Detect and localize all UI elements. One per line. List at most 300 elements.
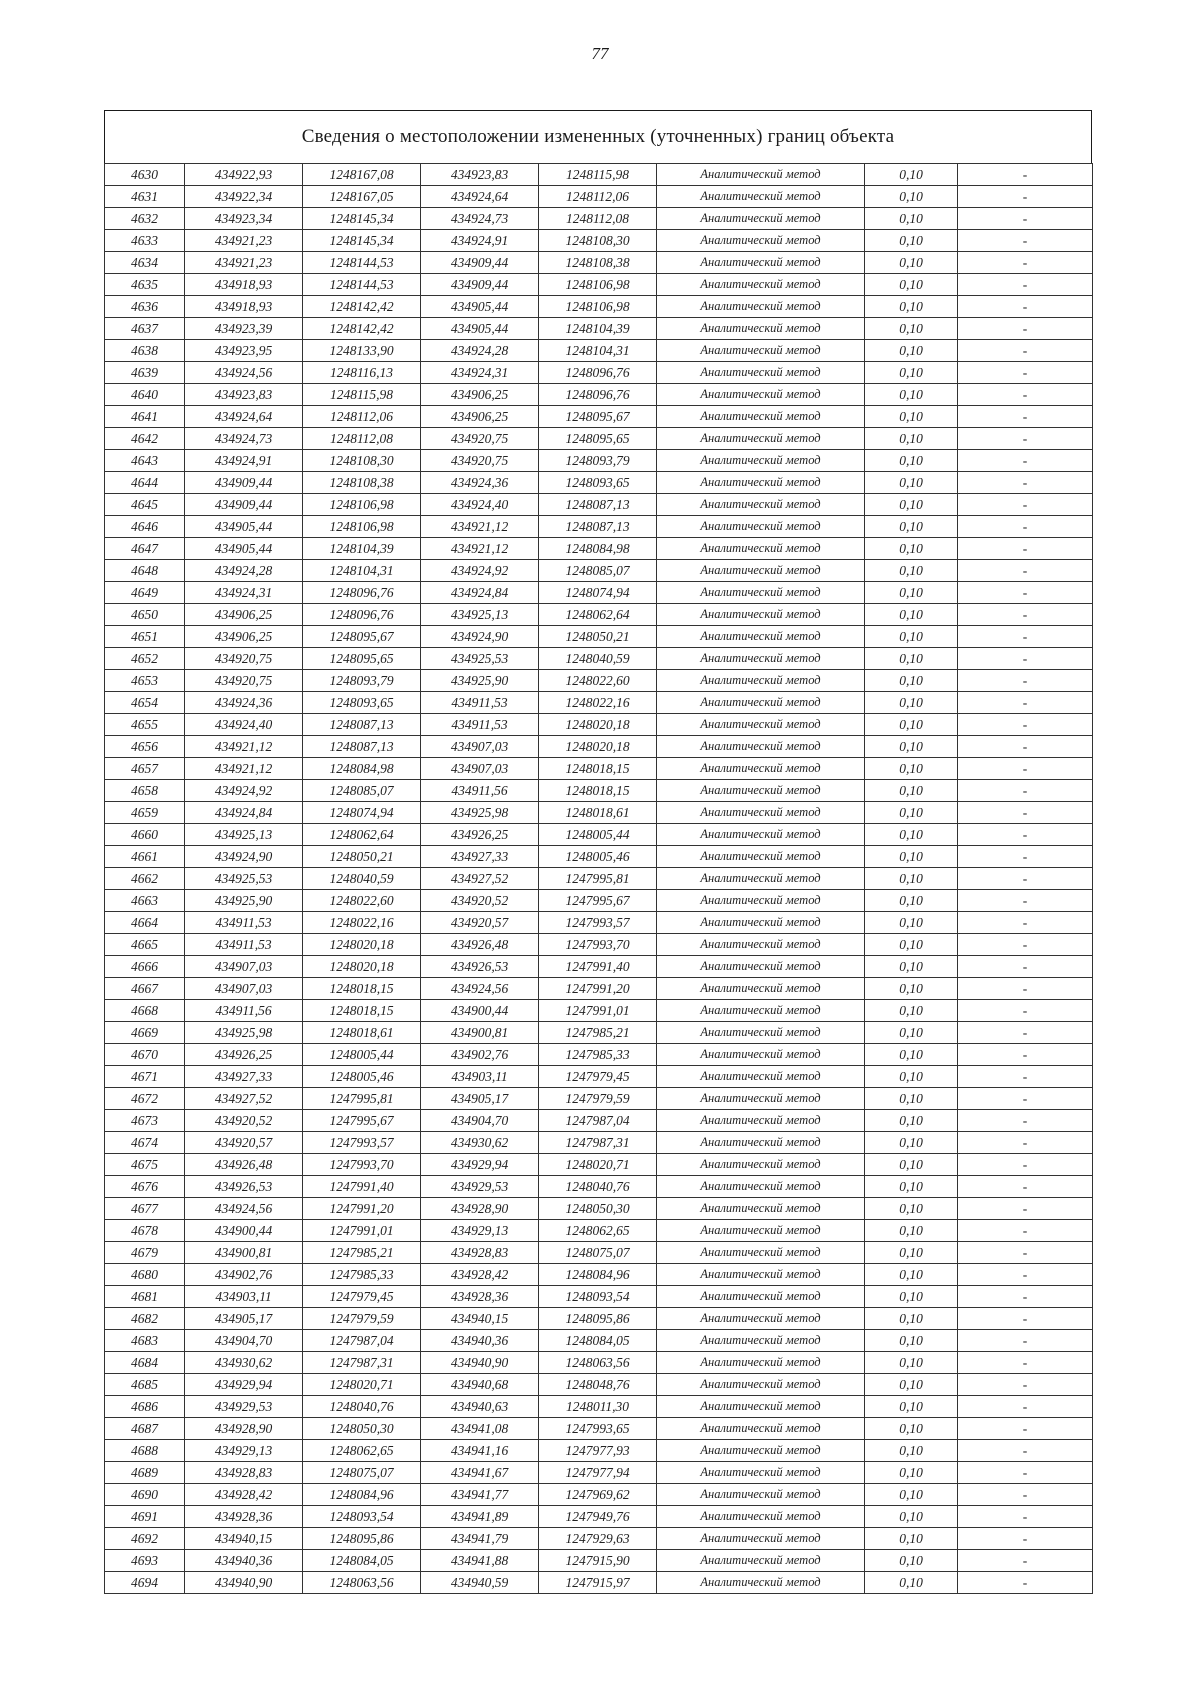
y-end-cell: 1248112,06 xyxy=(539,186,657,208)
y-end-cell: 1248050,21 xyxy=(539,626,657,648)
y-start-cell: 1247979,45 xyxy=(303,1286,421,1308)
y-start-cell: 1248112,08 xyxy=(303,428,421,450)
point-number-cell: 4637 xyxy=(105,318,185,340)
method-cell: Аналитический метод xyxy=(657,1462,865,1484)
x-start-cell: 434924,64 xyxy=(185,406,303,428)
note-cell: - xyxy=(958,1440,1093,1462)
method-cell: Аналитический метод xyxy=(657,780,865,802)
point-number-cell: 4663 xyxy=(105,890,185,912)
table-row xyxy=(105,516,1093,538)
x-start-cell: 434929,53 xyxy=(185,1396,303,1418)
note-cell: - xyxy=(958,1286,1093,1308)
point-number-cell: 4690 xyxy=(105,1484,185,1506)
x-start-cell: 434924,36 xyxy=(185,692,303,714)
accuracy-cell: 0,10 xyxy=(865,1484,958,1506)
x-start-cell: 434920,75 xyxy=(185,648,303,670)
x-start-cell: 434940,90 xyxy=(185,1572,303,1594)
note-cell: - xyxy=(958,1022,1093,1044)
x-end-cell: 434905,17 xyxy=(421,1088,539,1110)
method-cell: Аналитический метод xyxy=(657,1418,865,1440)
table-row xyxy=(105,1286,1093,1308)
table-row xyxy=(105,1440,1093,1462)
accuracy-cell: 0,10 xyxy=(865,340,958,362)
accuracy-cell: 0,10 xyxy=(865,956,958,978)
accuracy-cell: 0,10 xyxy=(865,1308,958,1330)
accuracy-cell: 0,10 xyxy=(865,1418,958,1440)
accuracy-cell: 0,10 xyxy=(865,648,958,670)
x-start-cell: 434923,83 xyxy=(185,384,303,406)
table-row xyxy=(105,1528,1093,1550)
method-cell: Аналитический метод xyxy=(657,384,865,406)
note-cell: - xyxy=(958,494,1093,516)
y-start-cell: 1248093,79 xyxy=(303,670,421,692)
x-end-cell: 434925,98 xyxy=(421,802,539,824)
method-cell: Аналитический метод xyxy=(657,1000,865,1022)
point-number-cell: 4652 xyxy=(105,648,185,670)
y-start-cell: 1248050,30 xyxy=(303,1418,421,1440)
x-start-cell: 434911,53 xyxy=(185,912,303,934)
method-cell: Аналитический метод xyxy=(657,1044,865,1066)
table-row xyxy=(105,230,1093,252)
x-start-cell: 434928,83 xyxy=(185,1462,303,1484)
note-cell: - xyxy=(958,340,1093,362)
accuracy-cell: 0,10 xyxy=(865,934,958,956)
accuracy-cell: 0,10 xyxy=(865,296,958,318)
method-cell: Аналитический метод xyxy=(657,230,865,252)
y-end-cell: 1248050,30 xyxy=(539,1198,657,1220)
point-number-cell: 4671 xyxy=(105,1066,185,1088)
y-end-cell: 1247993,65 xyxy=(539,1418,657,1440)
y-end-cell: 1248112,08 xyxy=(539,208,657,230)
x-end-cell: 434928,36 xyxy=(421,1286,539,1308)
y-end-cell: 1248022,60 xyxy=(539,670,657,692)
point-number-cell: 4648 xyxy=(105,560,185,582)
method-cell: Аналитический метод xyxy=(657,318,865,340)
x-start-cell: 434929,94 xyxy=(185,1374,303,1396)
point-number-cell: 4666 xyxy=(105,956,185,978)
y-start-cell: 1248167,08 xyxy=(303,164,421,186)
y-start-cell: 1248018,15 xyxy=(303,978,421,1000)
x-end-cell: 434902,76 xyxy=(421,1044,539,1066)
point-number-cell: 4685 xyxy=(105,1374,185,1396)
note-cell: - xyxy=(958,626,1093,648)
point-number-cell: 4679 xyxy=(105,1242,185,1264)
method-cell: Аналитический метод xyxy=(657,1242,865,1264)
x-start-cell: 434924,56 xyxy=(185,362,303,384)
table-row xyxy=(105,824,1093,846)
x-start-cell: 434906,25 xyxy=(185,626,303,648)
y-start-cell: 1247991,40 xyxy=(303,1176,421,1198)
x-end-cell: 434900,81 xyxy=(421,1022,539,1044)
x-end-cell: 434909,44 xyxy=(421,274,539,296)
method-cell: Аналитический метод xyxy=(657,1066,865,1088)
y-start-cell: 1248142,42 xyxy=(303,318,421,340)
accuracy-cell: 0,10 xyxy=(865,362,958,384)
y-start-cell: 1247987,04 xyxy=(303,1330,421,1352)
y-end-cell: 1248040,76 xyxy=(539,1176,657,1198)
point-number-cell: 4644 xyxy=(105,472,185,494)
method-cell: Аналитический метод xyxy=(657,692,865,714)
y-end-cell: 1248108,38 xyxy=(539,252,657,274)
x-start-cell: 434928,36 xyxy=(185,1506,303,1528)
y-end-cell: 1248048,76 xyxy=(539,1374,657,1396)
y-end-cell: 1247985,21 xyxy=(539,1022,657,1044)
x-end-cell: 434940,36 xyxy=(421,1330,539,1352)
table-row xyxy=(105,912,1093,934)
note-cell: - xyxy=(958,1264,1093,1286)
method-cell: Аналитический метод xyxy=(657,824,865,846)
x-start-cell: 434911,56 xyxy=(185,1000,303,1022)
table-row xyxy=(105,362,1093,384)
x-end-cell: 434925,13 xyxy=(421,604,539,626)
x-end-cell: 434927,52 xyxy=(421,868,539,890)
accuracy-cell: 0,10 xyxy=(865,692,958,714)
x-end-cell: 434941,67 xyxy=(421,1462,539,1484)
accuracy-cell: 0,10 xyxy=(865,1572,958,1594)
note-cell: - xyxy=(958,1396,1093,1418)
y-start-cell: 1248087,13 xyxy=(303,736,421,758)
method-cell: Аналитический метод xyxy=(657,472,865,494)
method-cell: Аналитический метод xyxy=(657,1396,865,1418)
table-row xyxy=(105,340,1093,362)
y-end-cell: 1248020,18 xyxy=(539,714,657,736)
point-number-cell: 4649 xyxy=(105,582,185,604)
note-cell: - xyxy=(958,934,1093,956)
point-number-cell: 4689 xyxy=(105,1462,185,1484)
y-start-cell: 1247985,21 xyxy=(303,1242,421,1264)
y-end-cell: 1247949,76 xyxy=(539,1506,657,1528)
accuracy-cell: 0,10 xyxy=(865,890,958,912)
point-number-cell: 4641 xyxy=(105,406,185,428)
note-cell: - xyxy=(958,758,1093,780)
note-cell: - xyxy=(958,560,1093,582)
accuracy-cell: 0,10 xyxy=(865,428,958,450)
note-cell: - xyxy=(958,780,1093,802)
y-end-cell: 1247987,04 xyxy=(539,1110,657,1132)
method-cell: Аналитический метод xyxy=(657,1132,865,1154)
y-start-cell: 1248096,76 xyxy=(303,582,421,604)
note-cell: - xyxy=(958,1374,1093,1396)
note-cell: - xyxy=(958,956,1093,978)
note-cell: - xyxy=(958,1308,1093,1330)
table-row xyxy=(105,714,1093,736)
y-start-cell: 1248020,18 xyxy=(303,956,421,978)
x-end-cell: 434941,77 xyxy=(421,1484,539,1506)
table-row xyxy=(105,934,1093,956)
note-cell: - xyxy=(958,1330,1093,1352)
accuracy-cell: 0,10 xyxy=(865,582,958,604)
y-start-cell: 1248133,90 xyxy=(303,340,421,362)
point-number-cell: 4654 xyxy=(105,692,185,714)
point-number-cell: 4664 xyxy=(105,912,185,934)
x-start-cell: 434928,42 xyxy=(185,1484,303,1506)
x-end-cell: 434930,62 xyxy=(421,1132,539,1154)
method-cell: Аналитический метод xyxy=(657,1308,865,1330)
accuracy-cell: 0,10 xyxy=(865,1528,958,1550)
y-end-cell: 1248063,56 xyxy=(539,1352,657,1374)
x-start-cell: 434923,95 xyxy=(185,340,303,362)
y-start-cell: 1248145,34 xyxy=(303,230,421,252)
x-end-cell: 434924,84 xyxy=(421,582,539,604)
accuracy-cell: 0,10 xyxy=(865,1022,958,1044)
x-end-cell: 434940,59 xyxy=(421,1572,539,1594)
point-number-cell: 4651 xyxy=(105,626,185,648)
method-cell: Аналитический метод xyxy=(657,802,865,824)
x-start-cell: 434907,03 xyxy=(185,956,303,978)
accuracy-cell: 0,10 xyxy=(865,1330,958,1352)
y-start-cell: 1248144,53 xyxy=(303,252,421,274)
table-row xyxy=(105,758,1093,780)
note-cell: - xyxy=(958,1242,1093,1264)
table-row xyxy=(105,1000,1093,1022)
point-number-cell: 4647 xyxy=(105,538,185,560)
method-cell: Аналитический метод xyxy=(657,934,865,956)
point-number-cell: 4646 xyxy=(105,516,185,538)
y-end-cell: 1248018,61 xyxy=(539,802,657,824)
table-row xyxy=(105,1066,1093,1088)
y-start-cell: 1248050,21 xyxy=(303,846,421,868)
point-number-cell: 4659 xyxy=(105,802,185,824)
point-number-cell: 4676 xyxy=(105,1176,185,1198)
y-start-cell: 1248106,98 xyxy=(303,516,421,538)
x-start-cell: 434922,34 xyxy=(185,186,303,208)
x-start-cell: 434924,28 xyxy=(185,560,303,582)
x-end-cell: 434924,64 xyxy=(421,186,539,208)
accuracy-cell: 0,10 xyxy=(865,1462,958,1484)
y-end-cell: 1248095,86 xyxy=(539,1308,657,1330)
x-end-cell: 434926,53 xyxy=(421,956,539,978)
table-row xyxy=(105,296,1093,318)
method-cell: Аналитический метод xyxy=(657,846,865,868)
method-cell: Аналитический метод xyxy=(657,868,865,890)
accuracy-cell: 0,10 xyxy=(865,1352,958,1374)
method-cell: Аналитический метод xyxy=(657,516,865,538)
method-cell: Аналитический метод xyxy=(657,406,865,428)
y-end-cell: 1247991,40 xyxy=(539,956,657,978)
y-start-cell: 1248062,64 xyxy=(303,824,421,846)
x-end-cell: 434926,48 xyxy=(421,934,539,956)
x-start-cell: 434924,31 xyxy=(185,582,303,604)
note-cell: - xyxy=(958,1550,1093,1572)
x-end-cell: 434924,91 xyxy=(421,230,539,252)
table-body xyxy=(105,164,1093,1594)
x-start-cell: 434927,52 xyxy=(185,1088,303,1110)
y-start-cell: 1247991,20 xyxy=(303,1198,421,1220)
point-number-cell: 4662 xyxy=(105,868,185,890)
note-cell: - xyxy=(958,296,1093,318)
y-end-cell: 1248093,54 xyxy=(539,1286,657,1308)
table-row xyxy=(105,1374,1093,1396)
accuracy-cell: 0,10 xyxy=(865,604,958,626)
y-start-cell: 1247993,57 xyxy=(303,1132,421,1154)
y-start-cell: 1248040,76 xyxy=(303,1396,421,1418)
note-cell: - xyxy=(958,406,1093,428)
table-row xyxy=(105,1198,1093,1220)
table-row xyxy=(105,538,1093,560)
x-end-cell: 434926,25 xyxy=(421,824,539,846)
y-end-cell: 1248020,18 xyxy=(539,736,657,758)
point-number-cell: 4658 xyxy=(105,780,185,802)
y-start-cell: 1248116,13 xyxy=(303,362,421,384)
x-end-cell: 434921,12 xyxy=(421,516,539,538)
x-end-cell: 434940,68 xyxy=(421,1374,539,1396)
point-number-cell: 4643 xyxy=(105,450,185,472)
x-start-cell: 434907,03 xyxy=(185,978,303,1000)
table-row xyxy=(105,252,1093,274)
y-end-cell: 1248095,65 xyxy=(539,428,657,450)
accuracy-cell: 0,10 xyxy=(865,846,958,868)
table-row xyxy=(105,1418,1093,1440)
point-number-cell: 4665 xyxy=(105,934,185,956)
x-end-cell: 434928,42 xyxy=(421,1264,539,1286)
y-end-cell: 1248040,59 xyxy=(539,648,657,670)
x-start-cell: 434922,93 xyxy=(185,164,303,186)
y-end-cell: 1248074,94 xyxy=(539,582,657,604)
x-end-cell: 434907,03 xyxy=(421,736,539,758)
x-start-cell: 434924,92 xyxy=(185,780,303,802)
accuracy-cell: 0,10 xyxy=(865,186,958,208)
table-row xyxy=(105,582,1093,604)
y-end-cell: 1247985,33 xyxy=(539,1044,657,1066)
y-end-cell: 1248018,15 xyxy=(539,758,657,780)
y-end-cell: 1248087,13 xyxy=(539,494,657,516)
point-number-cell: 4655 xyxy=(105,714,185,736)
y-start-cell: 1248022,16 xyxy=(303,912,421,934)
note-cell: - xyxy=(958,890,1093,912)
accuracy-cell: 0,10 xyxy=(865,1286,958,1308)
y-end-cell: 1247979,59 xyxy=(539,1088,657,1110)
y-start-cell: 1248005,44 xyxy=(303,1044,421,1066)
method-cell: Аналитический метод xyxy=(657,1264,865,1286)
y-start-cell: 1248040,59 xyxy=(303,868,421,890)
table-row xyxy=(105,1572,1093,1594)
x-end-cell: 434904,70 xyxy=(421,1110,539,1132)
accuracy-cell: 0,10 xyxy=(865,274,958,296)
note-cell: - xyxy=(958,604,1093,626)
method-cell: Аналитический метод xyxy=(657,1352,865,1374)
method-cell: Аналитический метод xyxy=(657,912,865,934)
point-number-cell: 4678 xyxy=(105,1220,185,1242)
accuracy-cell: 0,10 xyxy=(865,912,958,934)
x-start-cell: 434909,44 xyxy=(185,472,303,494)
accuracy-cell: 0,10 xyxy=(865,1044,958,1066)
x-end-cell: 434920,57 xyxy=(421,912,539,934)
y-start-cell: 1248093,65 xyxy=(303,692,421,714)
y-end-cell: 1247977,94 xyxy=(539,1462,657,1484)
x-start-cell: 434925,90 xyxy=(185,890,303,912)
method-cell: Аналитический метод xyxy=(657,956,865,978)
point-number-cell: 4635 xyxy=(105,274,185,296)
y-end-cell: 1248085,07 xyxy=(539,560,657,582)
x-end-cell: 434941,88 xyxy=(421,1550,539,1572)
y-end-cell: 1248095,67 xyxy=(539,406,657,428)
table-row xyxy=(105,626,1093,648)
x-start-cell: 434905,44 xyxy=(185,516,303,538)
y-start-cell: 1248075,07 xyxy=(303,1462,421,1484)
point-number-cell: 4642 xyxy=(105,428,185,450)
x-start-cell: 434920,57 xyxy=(185,1132,303,1154)
x-start-cell: 434924,73 xyxy=(185,428,303,450)
y-start-cell: 1248104,31 xyxy=(303,560,421,582)
y-end-cell: 1247995,81 xyxy=(539,868,657,890)
note-cell: - xyxy=(958,912,1093,934)
note-cell: - xyxy=(958,1154,1093,1176)
point-number-cell: 4631 xyxy=(105,186,185,208)
x-start-cell: 434926,48 xyxy=(185,1154,303,1176)
table-row xyxy=(105,208,1093,230)
x-start-cell: 434911,53 xyxy=(185,934,303,956)
accuracy-cell: 0,10 xyxy=(865,1066,958,1088)
y-end-cell: 1247991,20 xyxy=(539,978,657,1000)
table-row xyxy=(105,692,1093,714)
accuracy-cell: 0,10 xyxy=(865,1440,958,1462)
x-start-cell: 434927,33 xyxy=(185,1066,303,1088)
x-end-cell: 434924,90 xyxy=(421,626,539,648)
note-cell: - xyxy=(958,670,1093,692)
method-cell: Аналитический метод xyxy=(657,340,865,362)
point-number-cell: 4645 xyxy=(105,494,185,516)
y-start-cell: 1248020,71 xyxy=(303,1374,421,1396)
x-start-cell: 434923,39 xyxy=(185,318,303,340)
table-row xyxy=(105,1242,1093,1264)
note-cell: - xyxy=(958,1462,1093,1484)
table-row xyxy=(105,890,1093,912)
x-end-cell: 434920,75 xyxy=(421,450,539,472)
point-number-cell: 4630 xyxy=(105,164,185,186)
y-end-cell: 1247969,62 xyxy=(539,1484,657,1506)
method-cell: Аналитический метод xyxy=(657,252,865,274)
y-end-cell: 1248096,76 xyxy=(539,384,657,406)
y-start-cell: 1248115,98 xyxy=(303,384,421,406)
point-number-cell: 4634 xyxy=(105,252,185,274)
x-end-cell: 434928,83 xyxy=(421,1242,539,1264)
note-cell: - xyxy=(958,1352,1093,1374)
accuracy-cell: 0,10 xyxy=(865,560,958,582)
note-cell: - xyxy=(958,274,1093,296)
note-cell: - xyxy=(958,1066,1093,1088)
y-start-cell: 1248108,38 xyxy=(303,472,421,494)
y-end-cell: 1248075,07 xyxy=(539,1242,657,1264)
point-number-cell: 4686 xyxy=(105,1396,185,1418)
point-number-cell: 4680 xyxy=(105,1264,185,1286)
table-row xyxy=(105,406,1093,428)
x-end-cell: 434900,44 xyxy=(421,1000,539,1022)
note-cell: - xyxy=(958,1572,1093,1594)
y-end-cell: 1248096,76 xyxy=(539,362,657,384)
method-cell: Аналитический метод xyxy=(657,1528,865,1550)
table-row xyxy=(105,736,1093,758)
table-row xyxy=(105,1176,1093,1198)
y-start-cell: 1248074,94 xyxy=(303,802,421,824)
y-start-cell: 1248018,61 xyxy=(303,1022,421,1044)
point-number-cell: 4693 xyxy=(105,1550,185,1572)
y-end-cell: 1247991,01 xyxy=(539,1000,657,1022)
x-start-cell: 434925,98 xyxy=(185,1022,303,1044)
x-end-cell: 434924,40 xyxy=(421,494,539,516)
accuracy-cell: 0,10 xyxy=(865,384,958,406)
x-end-cell: 434929,94 xyxy=(421,1154,539,1176)
x-start-cell: 434918,93 xyxy=(185,296,303,318)
note-cell: - xyxy=(958,538,1093,560)
method-cell: Аналитический метод xyxy=(657,560,865,582)
y-end-cell: 1248018,15 xyxy=(539,780,657,802)
accuracy-cell: 0,10 xyxy=(865,450,958,472)
x-end-cell: 434903,11 xyxy=(421,1066,539,1088)
y-end-cell: 1247993,57 xyxy=(539,912,657,934)
accuracy-cell: 0,10 xyxy=(865,978,958,1000)
method-cell: Аналитический метод xyxy=(657,626,865,648)
table-row xyxy=(105,274,1093,296)
